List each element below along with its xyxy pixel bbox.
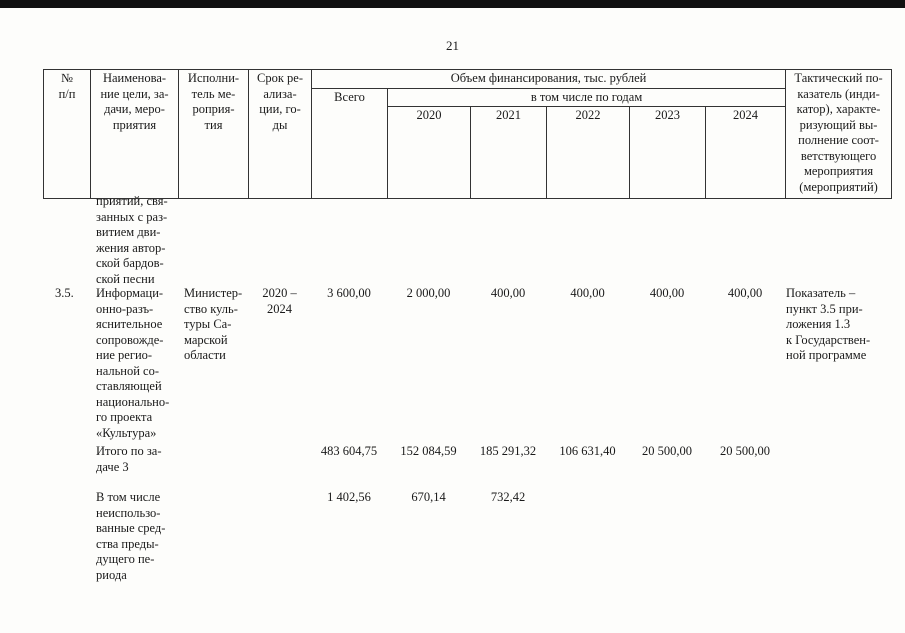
header-year-2023: 2023 bbox=[630, 107, 706, 199]
header-year-2020: 2020 bbox=[388, 107, 471, 199]
page-number: 21 bbox=[446, 38, 459, 53]
row-total-2024: 20 500,00 bbox=[720, 444, 770, 458]
row-total-name: Итого по за- даче 3 bbox=[96, 444, 162, 474]
header-year-2022: 2022 bbox=[547, 107, 630, 199]
row-continuation-name: приятий, свя- занных с раз- витием дви- жения автор- ской бардов- ской песни bbox=[96, 194, 168, 286]
header-name: Наименова- ние цели, за- дачи, меро- приятия bbox=[91, 70, 179, 199]
row-3-5-number: 3.5. bbox=[55, 286, 74, 300]
header-term: Срок ре- ализа- ции, го- ды bbox=[249, 70, 312, 199]
row-total-2022: 106 631,40 bbox=[559, 444, 616, 458]
row-unused-total: 1 402,56 bbox=[327, 490, 371, 504]
row-unused-name: В том числе неиспользо- ванные сред- ства преды- дущего пе- риода bbox=[96, 490, 166, 582]
row-unused-2021: 732,42 bbox=[490, 490, 526, 504]
row-3-5-2021: 400,00 bbox=[490, 286, 526, 300]
row-total-2020: 152 084,59 bbox=[400, 444, 457, 458]
header-number: № п/п bbox=[44, 70, 91, 199]
header-year-2021: 2021 bbox=[471, 107, 547, 199]
row-unused-2020: 670,14 bbox=[411, 490, 446, 504]
row-total-sum: 483 604,75 bbox=[320, 444, 378, 458]
row-3-5-name: Информаци- онно-разъ- яснительное сопровожде- ние регио- нальной со- ставляющей национально- го проекта «Культура» bbox=[96, 286, 170, 440]
header-indicator: Тактический по- казатель (инди- катор), характе- ризующий вы- полнение соот- ветствующего мероприятия (мероприятий) bbox=[786, 70, 892, 199]
scan-top-border bbox=[0, 0, 905, 8]
row-3-5-total: 3 600,00 bbox=[327, 286, 371, 300]
row-3-5-2023: 400,00 bbox=[649, 286, 685, 300]
header-executor: Исполни- тель ме- роприя- тия bbox=[179, 70, 249, 199]
row-total-2021: 185 291,32 bbox=[479, 444, 537, 458]
row-total-2023: 20 500,00 bbox=[642, 444, 692, 458]
row-3-5-2020: 2 000,00 bbox=[406, 286, 451, 300]
row-3-5-2022: 400,00 bbox=[570, 286, 605, 300]
header-total: Всего bbox=[312, 88, 388, 199]
row-3-5-indicator: Показатель – пункт 3.5 при- ложения 1.3 к Государствен- ной программе bbox=[786, 286, 871, 362]
row-3-5-2024: 400,00 bbox=[727, 286, 763, 300]
header-funding: Объем финансирования, тыс. рублей bbox=[312, 70, 786, 89]
row-3-5-term: 2020 – 2024 bbox=[262, 286, 297, 316]
row-3-5-executor: Министер- ство куль- туры Са- марской области bbox=[184, 286, 243, 362]
header-year-2024: 2024 bbox=[706, 107, 786, 199]
table-header bbox=[43, 69, 892, 199]
header-by-years: в том числе по годам bbox=[388, 88, 786, 107]
